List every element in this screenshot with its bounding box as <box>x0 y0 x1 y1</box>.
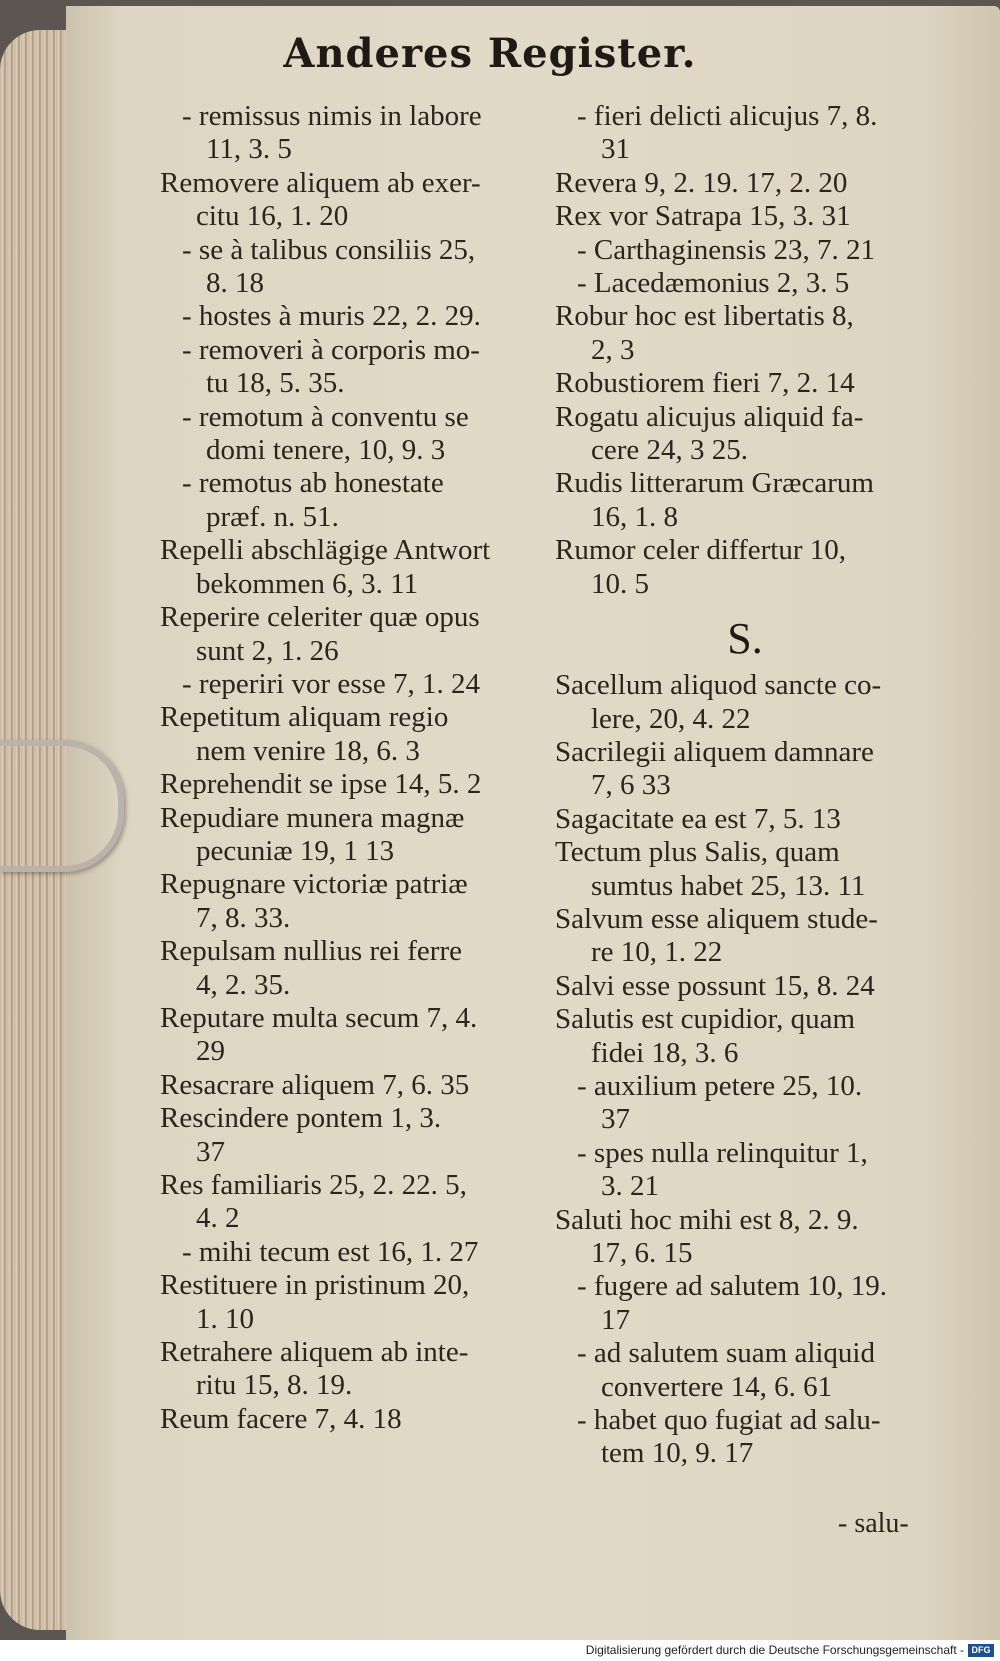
index-entry-text: Reperire celeriter quæ opus <box>160 601 480 634</box>
index-entry <box>160 1403 540 1436</box>
index-entry <box>555 1404 935 1471</box>
index-entry-continuation: 16, 1. 8 <box>591 500 678 533</box>
index-entry-text: - Carthaginensis 23, 7. 21 <box>577 233 876 266</box>
index-entry <box>160 668 540 701</box>
index-entry-continuation: 17, 6. 15 <box>591 1237 693 1269</box>
index-entry-continuation: 1. 10 <box>196 1302 254 1335</box>
index-entry <box>160 601 540 668</box>
index-entry-continuation: 31 <box>601 133 630 166</box>
index-entry <box>160 802 540 869</box>
index-entry-text: - Lacedæmonius 2, 3. 5 <box>577 267 850 300</box>
index-entry-text: Rudis litterarum Græcarum <box>555 467 874 500</box>
index-entry-continuation: 4, 2. 35. <box>196 968 291 1001</box>
index-entry <box>555 803 935 836</box>
index-entry-text: Reprehendit se ipse 14, 5. 2 <box>160 768 482 801</box>
index-entry-text: - remotus ab honestate <box>182 467 444 500</box>
index-group-s <box>555 669 935 1471</box>
index-entry-text: - remissus nimis in labore <box>182 100 482 132</box>
index-entry-text: - remotum à conventu se <box>182 400 469 433</box>
index-entry <box>555 167 935 200</box>
index-entry <box>160 1269 540 1336</box>
index-entry <box>555 100 935 167</box>
index-entry-continuation: 3. 21 <box>601 1170 659 1203</box>
index-entry <box>160 401 540 468</box>
index-entry <box>555 1003 935 1070</box>
index-entry <box>555 1137 935 1204</box>
dfg-logo: DFG <box>968 1644 994 1657</box>
index-entry-continuation: 7, 6 33 <box>591 769 671 802</box>
index-entry-continuation: 17 <box>601 1303 630 1336</box>
index-entry <box>555 903 935 970</box>
index-entry <box>160 334 540 401</box>
index-entry-text: Salutis est cupidior, quam <box>555 1003 856 1036</box>
footer-text: Digitalisierung gefördert durch die Deutsche Forschungsgemeinschaft - <box>585 1643 964 1657</box>
index-entry-text: Repetitum aliquam regio <box>160 701 449 734</box>
index-entry-continuation: sunt 2, 1. 26 <box>196 634 339 667</box>
index-entry-continuation: 8. 18 <box>206 267 264 300</box>
index-entry-continuation: pecuniæ 19, 1 13 <box>196 834 395 867</box>
index-entry-text: - fieri delicti alicujus 7, 8. <box>577 100 878 132</box>
index-entry-continuation: nem venire 18, 6. 3 <box>196 734 420 767</box>
index-entry-text: Res familiaris 25, 2. 22. 5, <box>160 1169 467 1201</box>
paper-clip <box>0 740 124 872</box>
index-entry-text: Reum facere 7, 4. 18 <box>160 1402 402 1435</box>
index-column-right <box>555 100 935 1471</box>
index-entry-text: Rogatu alicujus aliquid fa- <box>555 400 864 433</box>
index-entry-continuation: 10. 5 <box>591 567 649 600</box>
index-entry <box>555 1070 935 1137</box>
index-entry-text: Repulsam nullius rei ferre <box>160 935 462 968</box>
index-entry <box>555 267 935 300</box>
index-entry-text: Revera 9, 2. 19. 17, 2. 20 <box>555 166 848 199</box>
index-entry-text: Robur hoc est libertatis 8, <box>555 300 854 333</box>
index-entry <box>555 467 935 534</box>
index-entry-text: - mihi tecum est 16, 1. 27 <box>182 1235 479 1268</box>
index-entry-text: - reperiri vor esse 7, 1. 24 <box>182 667 480 700</box>
index-entry <box>555 836 935 903</box>
index-entry-text: Sacellum aliquod sancte co- <box>555 669 882 702</box>
index-entry-text: - spes nulla relinquitur 1, <box>577 1136 868 1169</box>
index-entry <box>160 234 540 301</box>
index-entry-continuation: tem 10, 9. 17 <box>601 1437 754 1470</box>
index-entry <box>160 100 540 167</box>
index-entry-continuation: bekommen 6, 3. 11 <box>196 567 419 600</box>
index-entry-text: Sacrilegii aliquem damnare <box>555 735 874 768</box>
index-entry-continuation: cere 24, 3 25. <box>591 434 749 467</box>
section-letter: S. <box>727 614 763 664</box>
index-entry <box>160 1236 540 1269</box>
index-entry-continuation: 37 <box>196 1135 225 1168</box>
index-entry <box>160 935 540 1002</box>
index-entry-text: Rescindere pontem 1, 3. <box>160 1102 442 1135</box>
index-entry-text: Resacrare aliquem 7, 6. 35 <box>160 1068 470 1101</box>
index-entry-text: - se à talibus consiliis 25, <box>182 233 476 266</box>
index-entry <box>160 1102 540 1169</box>
page-header: Anderes Register. <box>283 30 697 77</box>
index-entry-text: Sagacitate ea est 7, 5. 13 <box>555 802 841 835</box>
index-entry-continuation: citu 16, 1. 20 <box>196 200 349 233</box>
index-entry-text: Tectum plus Salis, quam <box>555 836 840 869</box>
index-column-left <box>160 100 540 1436</box>
index-entry-continuation: præf. n. 51. <box>206 500 339 533</box>
catchword: - salu- <box>838 1508 909 1539</box>
index-entry-text: Retrahere aliquem ab inte- <box>160 1336 469 1369</box>
index-entry <box>555 200 935 233</box>
index-entry-text: Reputare multa secum 7, 4. <box>160 1001 478 1034</box>
index-entry-continuation: 11, 3. 5 <box>206 133 292 166</box>
index-entry-continuation: fidei 18, 3. 6 <box>591 1036 739 1069</box>
index-entry <box>555 367 935 400</box>
index-entry-text: - habet quo fugiat ad salu- <box>577 1404 881 1437</box>
index-entry <box>160 167 540 234</box>
index-entry <box>160 467 540 534</box>
index-entry-text: - auxilium petere 25, 10. <box>577 1069 863 1102</box>
index-entry-text: - ad salutem suam aliquid <box>577 1337 875 1370</box>
index-entry <box>160 868 540 935</box>
index-entry <box>555 1270 935 1337</box>
index-entry-text: Rex vor Satrapa 15, 3. 31 <box>555 200 851 233</box>
index-entry <box>160 768 540 801</box>
index-entry <box>160 1069 540 1102</box>
index-entry <box>555 1204 935 1271</box>
index-entry-text: Saluti hoc mihi est 8, 2. 9. <box>555 1203 859 1236</box>
index-entry-text: Removere aliquem ab exer- <box>160 166 481 199</box>
digitization-footer <box>0 1640 1000 1661</box>
index-entry <box>555 534 935 601</box>
index-entry-continuation: domi tenere, 10, 9. 3 <box>206 434 446 467</box>
index-entry-text: Salvum esse aliquem stude- <box>555 902 878 935</box>
index-entry-text: - removeri à corporis mo- <box>182 333 480 366</box>
index-entry-text: Salvi esse possunt 15, 8. 24 <box>555 969 875 1002</box>
index-entry-continuation: 4. 2 <box>196 1202 240 1235</box>
index-entry-continuation: 37 <box>601 1103 630 1136</box>
index-entry-continuation: lere, 20, 4. 22 <box>591 702 751 735</box>
index-entry <box>555 669 935 736</box>
index-entry-continuation: convertere 14, 6. 61 <box>601 1370 833 1403</box>
index-entry <box>160 534 540 601</box>
index-entry <box>160 300 540 333</box>
index-entry <box>160 1169 540 1236</box>
index-entry-continuation: ritu 15, 8. 19. <box>196 1369 353 1402</box>
index-entry-text: Restituere in pristinum 20, <box>160 1269 470 1302</box>
index-entry-continuation: 7, 8. 33. <box>196 901 291 934</box>
index-entry <box>555 1337 935 1404</box>
index-entry-text: Rumor celer differtur 10, <box>555 534 846 567</box>
index-entry-continuation: sumtus habet 25, 13. 11 <box>591 869 866 902</box>
index-entry <box>555 234 935 267</box>
index-entry <box>555 736 935 803</box>
index-entry <box>160 1336 540 1403</box>
index-entry-text: Repudiare munera magnæ <box>160 801 465 834</box>
index-entry-continuation: re 10, 1. 22 <box>591 936 723 969</box>
index-entry <box>555 970 935 1003</box>
index-entry-text: - hostes à muris 22, 2. 29. <box>182 300 481 333</box>
index-entry <box>555 300 935 367</box>
index-entry-continuation: 29 <box>196 1035 225 1068</box>
index-entry <box>555 401 935 468</box>
index-entry <box>160 1002 540 1069</box>
index-entry-text: - fugere ad salutem 10, 19. <box>577 1270 888 1303</box>
index-entry-continuation: 2, 3 <box>591 333 635 366</box>
index-entry-text: Robustiorem fieri 7, 2. 14 <box>555 367 855 400</box>
index-entry <box>160 701 540 768</box>
index-entry-continuation: tu 18, 5. 35. <box>206 367 345 400</box>
index-entry-text: Repelli abschlägige Antwort <box>160 534 491 567</box>
index-entry-text: Repugnare victoriæ patriæ <box>160 868 468 901</box>
index-group-r <box>555 100 935 601</box>
